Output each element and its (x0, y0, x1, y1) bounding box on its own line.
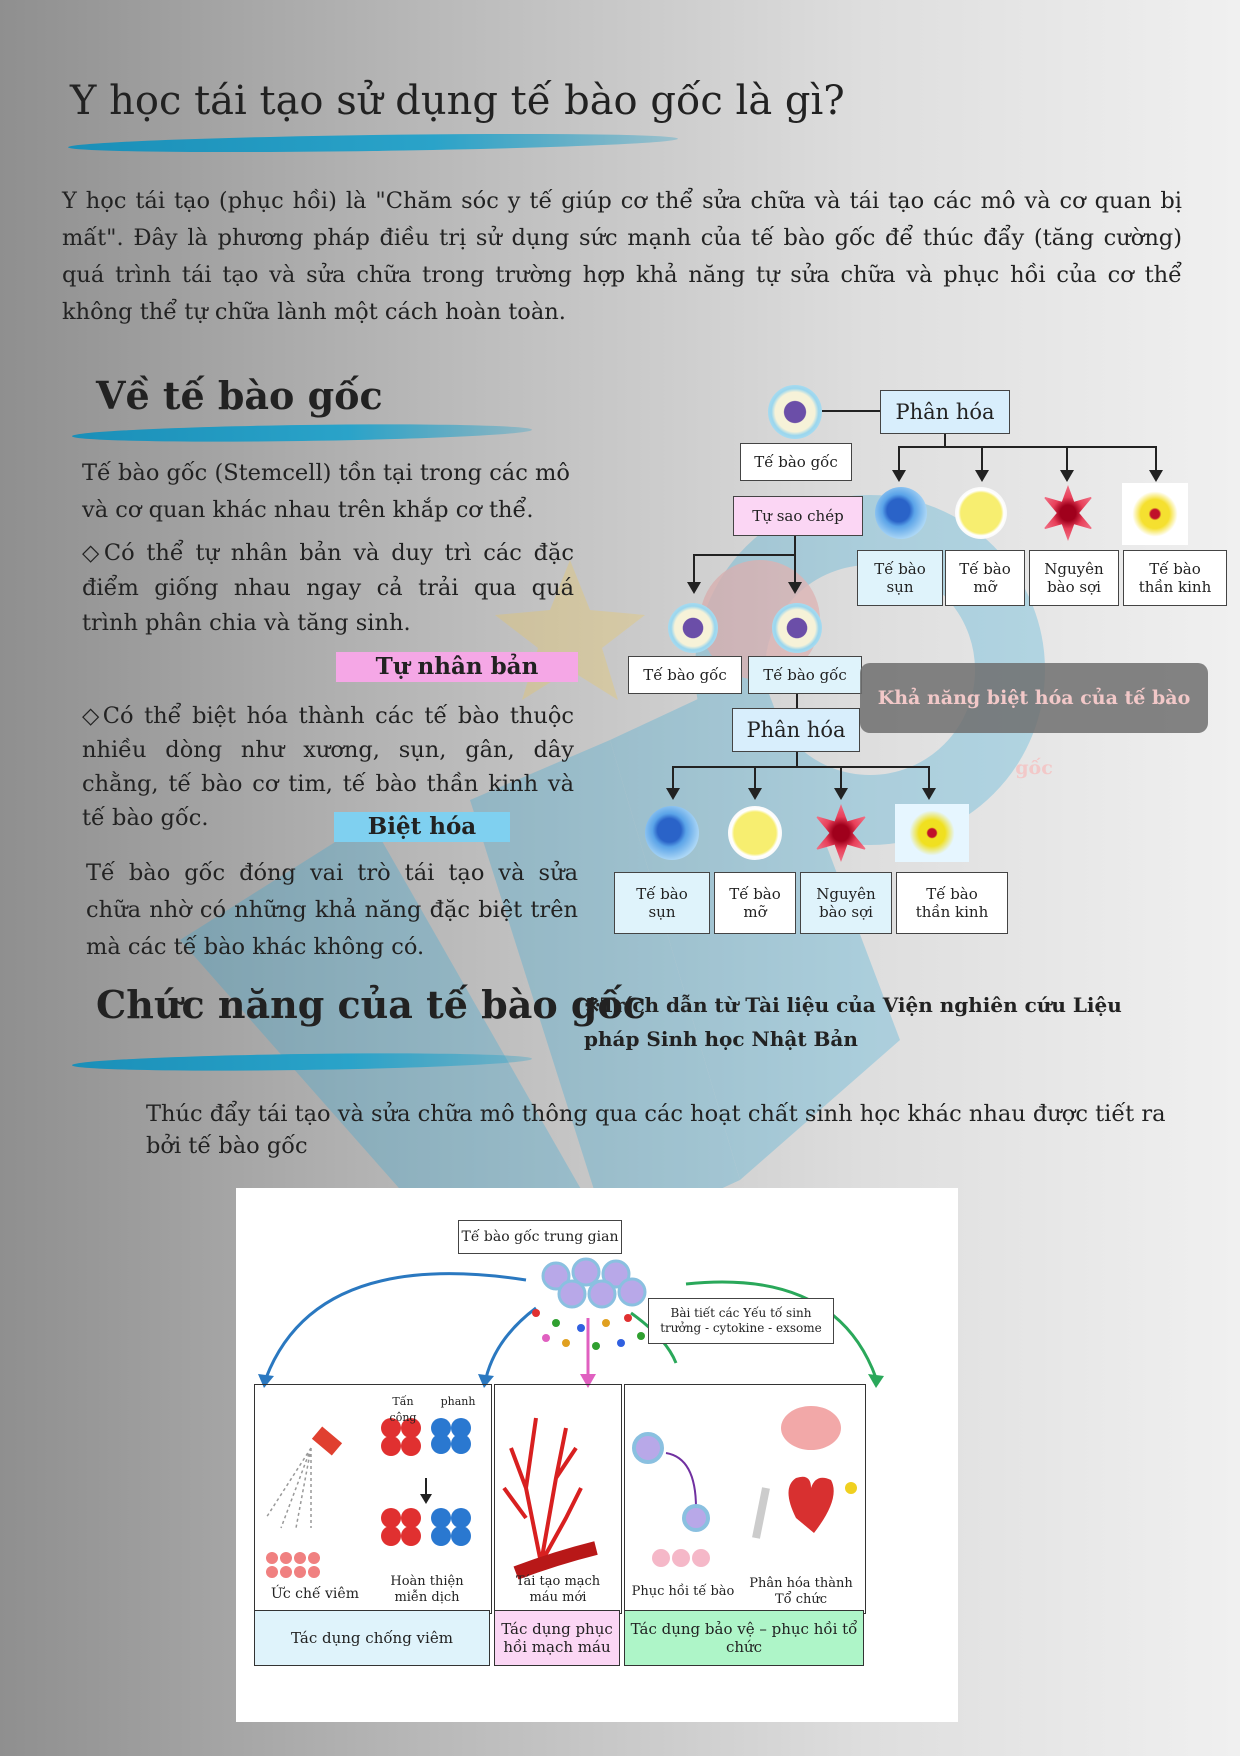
neuron-icon-2 (895, 804, 969, 862)
cartilage-cell-icon-2 (645, 806, 699, 860)
title-underline (68, 131, 678, 156)
label-left-child: Tế bào gốc (628, 656, 742, 694)
about-p4: Tế bào gốc đóng vai trò tái tạo và sửa chữa nhờ có những khả năng đặc biệt trên mà các tế bào khác không có. (86, 860, 578, 960)
top-label-fat: Tế bào mỡ (945, 550, 1025, 606)
citation: ※Trích dẫn từ Tài liệu của Viện nghiên cứu Liệu pháp Sinh học Nhật Bản (584, 993, 1122, 1051)
intro-paragraph: Y học tái tạo (phục hồi) là "Chăm sóc y tế giúp cơ thể sửa chữa và tái tạo các mô và cơ quan bị mất". Đây là phương pháp điều trị sử dụng sức mạnh của tế bào gốc để thúc đẩy (tăng cường) quá trình tái tạo và sửa chữa trong trường hợp khả năng tự sửa chữa và phục hồi của cơ thể không thể tự chữa lành một cách hoàn toàn. (62, 188, 1182, 325)
stem-cell-top (768, 385, 822, 439)
top-label-cartilage: Tế bào sụn (857, 550, 943, 606)
label-tai-tao: Tái tạo mạch máu mới (515, 1574, 601, 1605)
box-intermediate-stem: Tế bào gốc trung gian (458, 1220, 622, 1254)
top-label-fibroblast: Nguyên bào sợi (1029, 550, 1119, 606)
phan-hoa-mid: Phân hóa (732, 708, 860, 752)
label-phan-hoa-to-chuc: Phân hóa thành Tổ chức (749, 1576, 853, 1607)
section-heading-function: Chức năng của tế bào gốc (96, 982, 646, 1027)
bottom-label-fibroblast: Nguyên bào sợi (800, 872, 892, 934)
phan-hoa-top: Phân hóa (880, 390, 1010, 434)
label-te-bao-goc: Tế bào gốc (740, 443, 852, 481)
section-heading-about: Về tế bào gốc (96, 373, 383, 418)
label-tan-cong: Tấn công (389, 1395, 417, 1424)
about-p1: Tế bào gốc (Stemcell) tồn tại trong các mô và cơ quan khác nhau trên khắp cơ thể. (82, 460, 570, 523)
stem-cell-right (772, 603, 822, 653)
box-secretion: Bài tiết các Yếu tố sinh trưởng - cytokine - exsome (648, 1298, 834, 1344)
cartilage-cell-icon (875, 487, 927, 539)
fat-cell-icon (955, 487, 1007, 539)
label-uc-che-viem: Ức chế viêm (271, 1586, 359, 1602)
function-text: Thúc đẩy tái tạo và sửa chữa mô thông qua các hoạt chất sinh học khác nhau được tiết ra bởi tế bào gốc (146, 1101, 1166, 1159)
tag-tissue-protection: Tác dụng bảo vệ – phục hồi tổ chức (624, 1610, 864, 1666)
bottom-label-neuron: Tế bào thần kinh (896, 872, 1008, 934)
bottom-label-cartilage: Tế bào sụn (614, 872, 710, 934)
label-phanh: phanh (440, 1395, 476, 1408)
tag-vascular: Tác dụng phục hồi mạch máu (494, 1610, 620, 1666)
neuron-icon (1122, 483, 1188, 545)
about-p3: ◇Có thể biệt hóa thành các tế bào thuộc nhiều dòng như xương, sụn, gân, dây chằng, tế bào cơ tim, tế bào thần kinh và tế bào gốc. (82, 703, 574, 831)
tag-differentiation: Biệt hóa (334, 812, 510, 842)
page-title: Y học tái tạo sử dụng tế bào gốc là gì? (70, 78, 845, 124)
fat-cell-icon-2 (728, 806, 782, 860)
tag-self-replication: Tự nhân bản (336, 652, 578, 682)
label-right-child: Tế bào gốc (748, 656, 862, 694)
banner-differentiation: Khả năng biệt hóa của tế bào gốc (860, 663, 1208, 733)
bottom-label-fat: Tế bào mỡ (714, 872, 796, 934)
label-phuc-hoi: Phục hồi tế bào (631, 1584, 735, 1599)
top-label-neuron: Tế bào thần kinh (1123, 550, 1227, 606)
stem-cell-left (668, 603, 718, 653)
tag-anti-inflammatory: Tác dụng chống viêm (254, 1610, 490, 1666)
about-p2: ◇Có thể tự nhân bản và duy trì các đặc điểm giống nhau ngay cả trải qua quá trình phân chia và tăng sinh. (82, 540, 574, 636)
label-hoan-thien: Hoàn thiện miễn dịch (390, 1574, 464, 1605)
function-diagram (236, 1188, 958, 1722)
label-tu-sao-chep: Tự sao chép (733, 496, 863, 536)
